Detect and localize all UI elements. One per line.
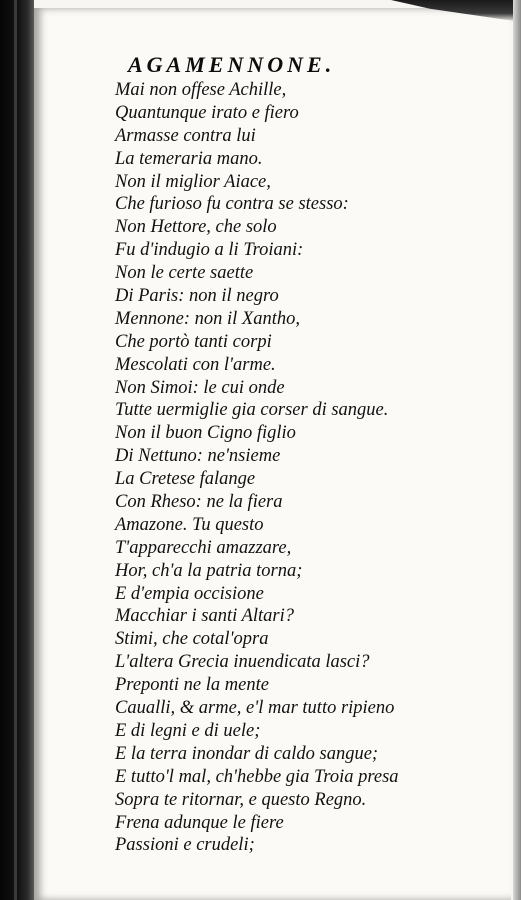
book-binding-shadow — [0, 0, 34, 900]
verse-line: Preponti ne la mente — [115, 675, 269, 696]
verse-line: Armasse contra lui — [115, 125, 256, 146]
verse-line: Mai non offese Achille, — [115, 80, 287, 100]
verse-line: Frena adunque le fiere — [115, 812, 284, 833]
verse-line: Che furioso fu contra se stesso: — [115, 194, 349, 215]
verse-line: E tutto'l mal, ch'hebbe gia Troia presa — [115, 766, 399, 787]
verse-line: Non il miglior Aiace, — [115, 171, 271, 192]
verse-line: La temeraria mano. — [115, 148, 263, 169]
verse-line: Mennone: non il Xantho, — [115, 308, 300, 329]
verse-line: Di Paris: non il negro — [115, 286, 279, 307]
page-right-edge — [513, 0, 521, 900]
verse-line: Hor, ch'a la patria torna; — [115, 560, 303, 581]
verse-line: Passioni e crudeli; — [115, 835, 255, 856]
speaker-heading: AGAMENNONE. — [128, 52, 336, 77]
verse-line: Amazone. Tu questo — [115, 514, 264, 535]
verse-line: Stimi, che cotal'opra — [115, 629, 269, 650]
verse-line: Fu d'indugio a li Troiani: — [115, 240, 304, 261]
verse-line: Non le certe saette — [115, 263, 254, 284]
verse-line: E la terra inondar di caldo sangue; — [115, 743, 379, 764]
verse-line: La Cretese falange — [115, 469, 256, 490]
verse-line: L'altera Grecia inuendicata lasci? — [115, 652, 370, 673]
binding-edge-line — [14, 0, 17, 900]
verse-line: T'apparecchi amazzare, — [115, 537, 292, 558]
verse-line: Macchiar i santi Altari? — [115, 606, 295, 627]
verse-line: Che portò tanti corpi — [115, 331, 272, 352]
verse-line: Caualli, & arme, e'l mar tutto ripieno — [115, 698, 395, 719]
verse-line: Non Simoi: le cui onde — [115, 377, 285, 398]
verse-line: Mescolati con l'arme. — [115, 354, 276, 375]
verse-line: Non il buon Cigno figlio — [115, 423, 296, 444]
verse-line: Non Hettore, che solo — [115, 217, 277, 238]
verse-line: Tutte uermiglie gia corser di sangue. — [115, 400, 389, 421]
verse-line: E di legni e di uele; — [115, 720, 261, 741]
verse-lines — [115, 79, 399, 857]
verse-line: Sopra te ritornar, e questo Regno. — [115, 789, 367, 810]
verse-line: Con Rheso: ne la fiera — [115, 492, 283, 513]
verse-line: Quantunque irato e fiero — [115, 102, 299, 123]
verse-line: E d'empia occisione — [115, 583, 264, 604]
verse-line: Di Nettuno: ne'nsieme — [115, 446, 281, 467]
